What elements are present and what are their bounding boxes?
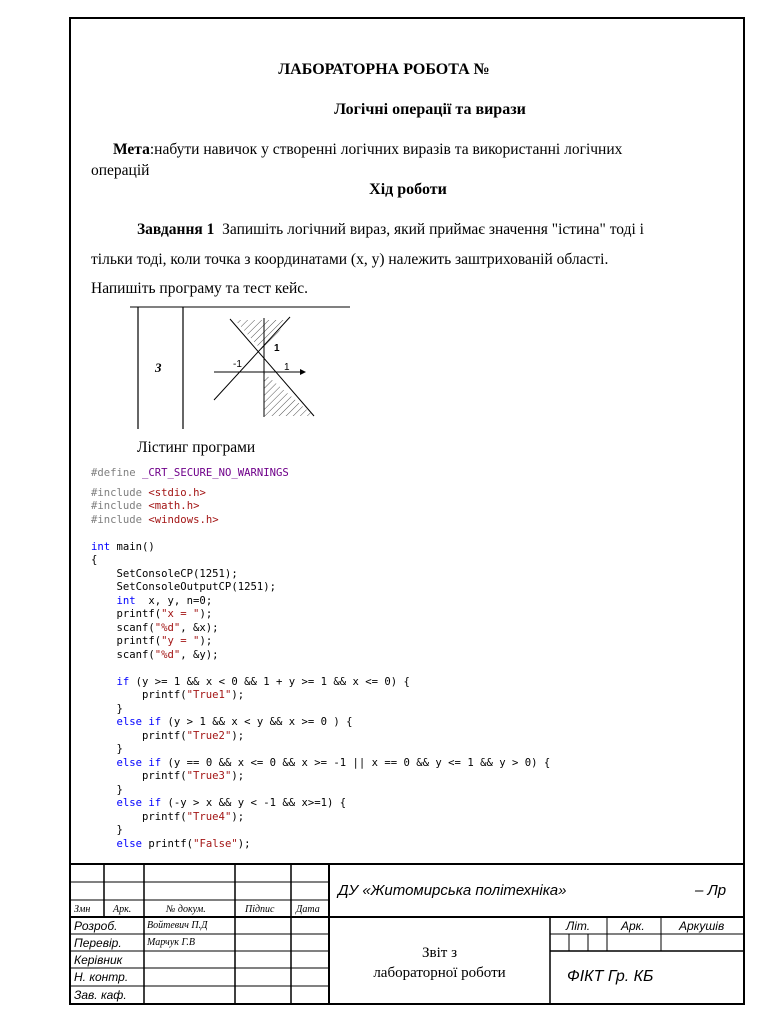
task-line-2: тільки тоді, коли точка з координатами (x, y) належить заштрихованій області. bbox=[91, 251, 609, 268]
developer-name: Войтевич П.Д bbox=[147, 920, 208, 931]
row-checked: Перевір. bbox=[74, 936, 122, 950]
group-label: ФІКТ Гр. КБ bbox=[567, 968, 654, 985]
doc-title-line1: Звіт з bbox=[422, 945, 457, 961]
doc-code-suffix: – Лр bbox=[695, 882, 727, 899]
col-header-ark: Арк. bbox=[113, 904, 132, 915]
lab-title: ЛАБОРАТОРНА РОБОТА № bbox=[278, 61, 490, 78]
task-label: Завдання 1 bbox=[137, 221, 215, 238]
code-line: printf("True3"); bbox=[91, 770, 245, 782]
code-line: else if (y > 1 && x < y && x >= 0 ) { bbox=[116, 716, 353, 728]
checker-name: Марчук Г.В bbox=[147, 937, 195, 948]
code-line: SetConsoleOutputCP(1251); bbox=[91, 581, 276, 593]
code-line: else if (-y > x && y < -1 && x>=1) { bbox=[116, 797, 347, 809]
col-header-date: Дата bbox=[296, 904, 320, 915]
doc-title-line2: лабораторної роботи bbox=[373, 965, 506, 981]
figure-label-minus-one: -1 bbox=[233, 359, 242, 370]
goal-label: Мета bbox=[113, 141, 150, 158]
code-line: printf("y = "); bbox=[91, 635, 213, 647]
code-line: else if (y == 0 && x <= 0 && x >= -1 || x == 0 && y <= 1 && y > 0) { bbox=[116, 756, 551, 769]
code-line: { bbox=[91, 554, 98, 566]
col-header-doc: № докум. bbox=[166, 904, 206, 915]
listing-heading: Лістинг програми bbox=[137, 439, 256, 456]
row-dept-head: Зав. каф. bbox=[74, 988, 127, 1002]
progress-heading: Хід роботи bbox=[369, 181, 447, 198]
row-head: Керівник bbox=[74, 953, 123, 967]
code-line: int main() bbox=[91, 540, 155, 553]
code-line: } bbox=[91, 824, 123, 836]
task-line-3: Напишіть програму та тест кейс. bbox=[91, 280, 308, 297]
row-developed: Розроб. bbox=[74, 919, 118, 933]
figure-label-one-y: 1 bbox=[274, 343, 280, 354]
code-line: int x, y, n=0; bbox=[116, 594, 213, 607]
code-line: printf("x = "); bbox=[91, 608, 213, 620]
code-line: SetConsoleCP(1251); bbox=[91, 567, 238, 580]
code-line: else printf("False"); bbox=[116, 837, 251, 850]
doc-title bbox=[329, 943, 550, 983]
code-line: } bbox=[91, 783, 123, 796]
figure-label-one-x: 1 bbox=[284, 362, 290, 373]
code-line: #include <windows.h> bbox=[91, 513, 219, 526]
row-norm-control: Н. контр. bbox=[74, 970, 129, 984]
code-line: if (y >= 1 && x < 0 && 1 + y >= 1 && x <= 0) { bbox=[116, 675, 410, 688]
goal-text-line2: операцій bbox=[91, 162, 150, 179]
code-line: scanf("%d", &y); bbox=[91, 648, 219, 661]
code-line: printf("True1"); bbox=[91, 689, 245, 701]
lit-label: Літ. bbox=[566, 919, 591, 933]
goal-text: :набути навичок у створенні логічних виразів та використанні логічних bbox=[149, 141, 623, 158]
code-line: scanf("%d", &x); bbox=[91, 621, 219, 634]
task-text-1: Запишіть логічний вираз, який приймає значення "істина" тоді і bbox=[222, 221, 644, 238]
code-line: } bbox=[91, 702, 123, 715]
col-header-sign: Підпис bbox=[245, 904, 275, 915]
sheets-total-label: Аркушів bbox=[679, 919, 725, 933]
code-line: #define _CRT_SECURE_NO_WARNINGS bbox=[91, 467, 289, 479]
code-line: #include <math.h> bbox=[91, 500, 200, 512]
figure-variant: 3 bbox=[155, 360, 162, 375]
code-line: printf("True2"); bbox=[91, 729, 245, 742]
code-line: #include <stdio.h> bbox=[91, 486, 206, 499]
org-name: ДУ «Житомирська політехніка» bbox=[338, 882, 567, 899]
topic-title: Логічні операції та вирази bbox=[334, 101, 526, 118]
code-line: } bbox=[91, 743, 123, 755]
sheet-label: Арк. bbox=[621, 919, 645, 933]
col-header-zmn: Змн bbox=[74, 904, 91, 915]
code-line: printf("True4"); bbox=[91, 810, 245, 823]
